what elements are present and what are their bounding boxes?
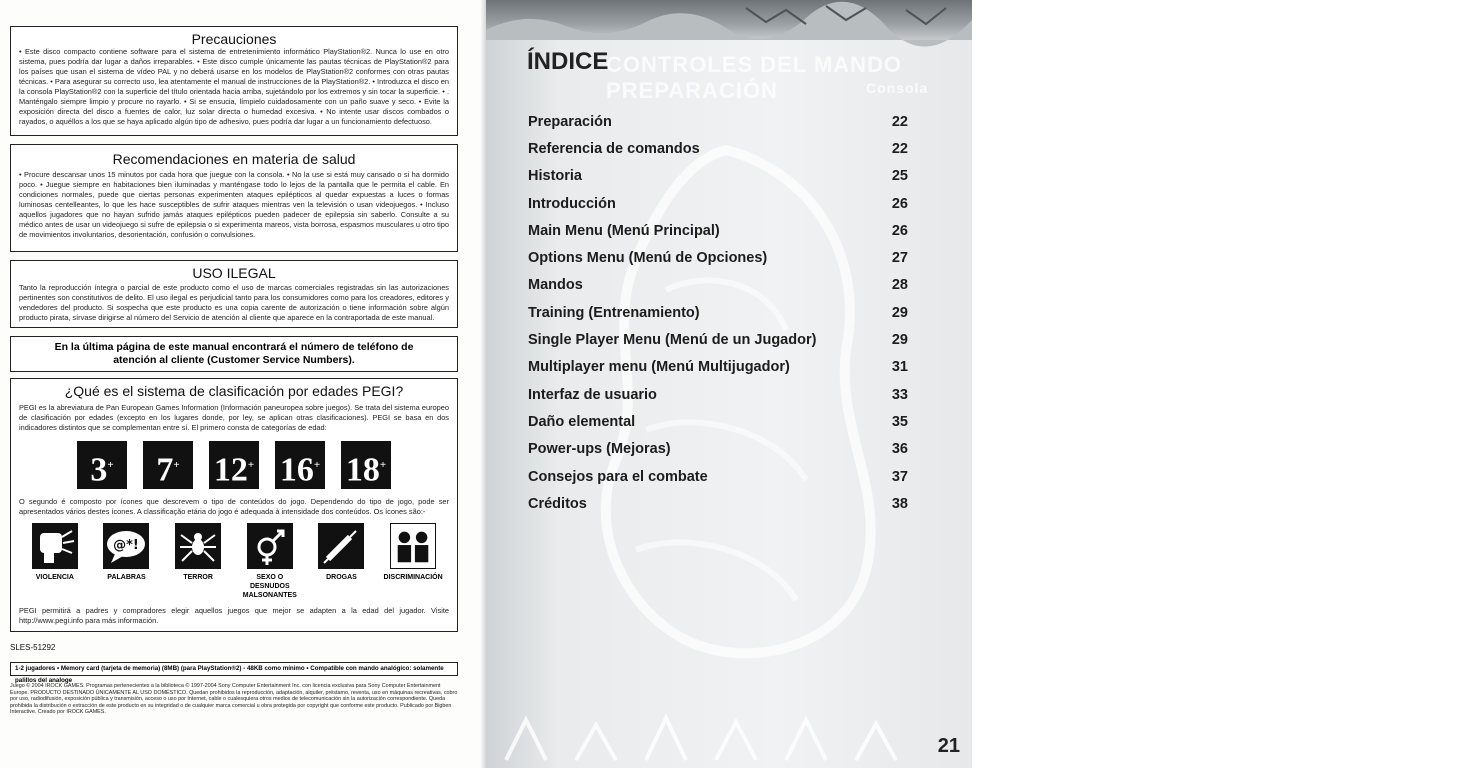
toc-entry-page: 25 (891, 168, 908, 185)
toc-entry (528, 108, 908, 135)
sex-symbol-icon (247, 523, 293, 569)
pegi-age-3-icon: 3+ (77, 441, 127, 489)
drugs-descriptor (310, 523, 372, 600)
toc-entry-title: Multiplayer menu (Menú Multijugador) (528, 359, 790, 376)
toc-entry (528, 326, 908, 353)
illegal-use-title: USO ILEGAL (192, 265, 276, 281)
toc-entry-title: Consejos para el combate (528, 468, 708, 485)
customer-service-note (10, 336, 458, 372)
pegi-age-ratings (19, 441, 449, 489)
illegal-use-text: Tanto la reproducción íntegra o parcial de este producto como el uso de marcas comerciales registradas sin las autorizaciones pertinentes son constitutivos de delito. El uso ilegal es perjudicial tanto para los consumidores como para los creadores, editores y vendedores del producto. Si sospecha que este producto es una copia carente de autorización o tiene información sobre algún producto pirata, sírvase dirigirse al número del Servicio de atención al cliente que aparece en la contraportada de este manual. (19, 283, 449, 322)
toc-entry (528, 408, 908, 435)
toc-entry (528, 217, 908, 244)
toc-entry-page: 22 (891, 140, 908, 157)
health-text: • Procure descansar unos 15 minutos por cada hora que juegue con la consola. • No la use si está muy cansado o si ha dormido poco. • Juegue siempre en habitaciones bien iluminadas y manténgase todo lo lejos de la pantalla que le permita el cable. En condiciones normales, puede que ciertas personas experimenten ataques epilépticos al quedar expuestas a luces o formas luminosas centelleantes, lo que les hace susceptibles de sufrir ataques mientras ven la televisión o usan videojuegos. • Incluso aquellos jugadores que no hayan sufrido jamás ataques epilépticos pueden padecer de epilepsia sin saberlo. Consulte a su médico antes de usar un videojuego si sufre de epilepsia o si experimenta mareos, vista borrosa, espasmos musculares u otro tipo de movimientos involuntarios, desorientación, confusión o convulsiones. (19, 170, 449, 239)
watermark-subheading: Consola (866, 80, 929, 96)
violence-fist-icon (32, 523, 78, 569)
toc-entry-page: 33 (891, 386, 908, 403)
toc-entry (528, 135, 908, 162)
discrimination-icon (390, 523, 436, 569)
toc-entry (528, 244, 908, 271)
toc-entry (528, 190, 908, 217)
health-section (10, 144, 458, 252)
toc-entry-title: Introducción (528, 195, 616, 212)
svg-text:@*!: @*! (113, 538, 140, 553)
sex-descriptor (239, 523, 301, 600)
toc-entry-title: Training (Entrenamiento) (528, 304, 700, 321)
health-title: Recomendaciones en materia de salud (112, 151, 356, 167)
toc-entry-title: Interfaz de usuario (528, 386, 657, 403)
game-requirements: 1-2 jugadores • Memory card (tarjeta de memoria) (8MB) (para PlayStation®2) - 48KB como mínimo • Compatible con mando analógico: solamente palillos del analoge (10, 662, 458, 676)
pegi-age-12-icon: 12+ (209, 441, 259, 489)
bad-language-icon (103, 523, 149, 569)
toc-entry-page: 36 (891, 441, 908, 458)
fear-label: TERROR (183, 574, 213, 581)
precautions-title: Precauciones (191, 31, 277, 47)
toc-entry (528, 490, 908, 517)
pegi-section (10, 378, 458, 632)
left-page (0, 0, 486, 768)
toc-entry-page: 38 (891, 495, 908, 512)
sex-label: SEXO O DESNUDOS MALSONANTES (242, 574, 297, 599)
toc-entry-title: Power-ups (Mejoras) (528, 441, 671, 458)
page-number: 21 (937, 735, 960, 757)
pegi-age-16-icon: 16+ (275, 441, 325, 489)
pegi-age-18-icon: 18+ (341, 441, 391, 489)
bad-language-label: PALABRAS (107, 574, 146, 581)
toc-entry-page: 37 (891, 468, 908, 485)
drugs-syringe-icon (318, 523, 364, 569)
pegi-outro: PEGI permitirá a padres y compradores elegir aquellos juegos que mejor se adapten a la edad del jugador. Visite http://www.pegi.info para más información. (19, 606, 449, 625)
product-code: SLES-51292 (10, 643, 56, 652)
toc-entry (528, 436, 908, 463)
toc-entry-title: Mandos (528, 277, 583, 294)
pegi-age-7-icon: 7+ (143, 441, 193, 489)
violence-descriptor (24, 523, 86, 600)
toc-entry-title: Referencia de comandos (528, 140, 700, 157)
toc-entry-page: 26 (891, 222, 908, 239)
illegal-use-section (10, 260, 458, 328)
legal-notice: Juego © 2004 IROCK GAMES. Programas pertenecientes a la biblioteca © 1997-2004 Sony Computer Entertainment Inc. con licencia exclusiva para Sony Computer Entertainment Europe. PRODUCTO DESTINADO ÚNICAMENTE AL USO DOMÉSTICO. Quedan prohibidos la reproducción, adaptación, alquiler, préstamo, reventa, uso en máquinas recreativas, cobro por uso, radiodifusión, exposición pública y transmisión, acceso o uso por Internet, cable o cualesquiera otros medios de telecomunicación sin la autorización correspondiente. Queda prohibida la distribución o extracción de este producto en su integridad o de cualquier marca comercial u obra protegida por copyright que conforme este producto. Publicado por Bigben Interactive. Creado por IROCK GAMES. (10, 683, 458, 716)
toc-entry-title: Single Player Menu (Menú de un Jugador) (528, 332, 817, 349)
toc-entry (528, 354, 908, 381)
toc-entry (528, 381, 908, 408)
pegi-title: ¿Qué es el sistema de clasificación por edades PEGI? (64, 383, 404, 399)
pegi-second-indicator: O segundo é composto por ícones que descrevem o tipo de conteúdos do jogo. Dependendo do tipo de jogo, pode ser apresentados vários destes ícones. A classificação etária do jogo é adequada à intensidade dos conteúdos. Os ícones são:- (19, 497, 449, 516)
fear-descriptor (167, 523, 229, 600)
toc-entry-title: Options Menu (Menú de Opciones) (528, 250, 768, 267)
precautions-section (10, 26, 458, 136)
toc-entry (528, 272, 908, 299)
toc-entry-page: 22 (891, 113, 908, 130)
decorative-top-band (486, 0, 972, 40)
toc-entry-page: 28 (891, 277, 908, 294)
drugs-label: DROGAS (326, 574, 357, 581)
toc-entry-page: 35 (891, 413, 908, 430)
watermark-heading: CONTROLES DEL MANDO PREPARACIÓN (606, 52, 903, 103)
customer-service-line2: atención al cliente (Customer Service Numbers). (113, 354, 355, 366)
pegi-intro: PEGI es la abreviatura de Pan European Games Information (Información paneuropea sobre juegos). Se trata del sistema europeo de clasificación por edades (excepto en los lugares donde, por ley, se aplican otras clasificaciones). PEGI se basa en dos indicadores distintos que se complementan entre sí. El primero consta de categorías de edad: (19, 403, 449, 432)
bad-language-descriptor (95, 523, 157, 600)
discrimination-label: DISCRIMINACIÓN (383, 574, 443, 581)
customer-service-line1: En la última página de este manual encontrará el número de teléfono de (54, 341, 414, 353)
discrimination-descriptor (382, 523, 444, 600)
toc-entry (528, 299, 908, 326)
toc-entry (528, 163, 908, 190)
precautions-text: • Este disco compacto contiene software para el sistema de entretenimiento informático PlayStation®2. Nunca lo use en otro sistema, pues podría dar lugar a daños irreparables. • Este disco cumple únicamente las pautas técnicas de PlayStation®2 para los países que usan el sistema de vídeo PAL y no deberá usarse en los modelos de PlayStation®2 conformes con otras pautas técnicas. • Para asegurar su correcto uso, lea atentamente el manual de instrucciones de la PlayStation®2. • Introduzca el disco en la consola PlayStation®2 con la superficie del título orientada hacia arriba, sujetándolo por los extremos y sin tocar la superficie. • . Manténgalo siempre limpio y procure no rayarlo. • Si se ensucia, límpielo cuidadosamente con un paño suave y seco. • Evite la exposición directa del disco a fuentes de calor, luz solar directa o humedad excesiva. • No intente usar discos combados o rayados, o aquéllos a los que se haya aplicado algún tipo de adhesivo, pues podría dar lugar a un funcionamiento defectuoso. (19, 47, 449, 126)
toc-entry-page: 29 (891, 332, 908, 349)
toc-entry-page: 26 (891, 195, 908, 212)
table-of-contents (528, 108, 908, 517)
side-country-label: SPAIN (1430, 66, 1452, 136)
index-heading: ÍNDICE (527, 48, 609, 75)
toc-entry-title: Historia (528, 168, 582, 185)
toc-entry-page: 29 (891, 304, 908, 321)
decorative-bottom-figures (486, 700, 972, 768)
toc-entry-title: Daño elemental (528, 413, 636, 430)
toc-entry-page: 31 (891, 359, 908, 376)
toc-entry (528, 463, 908, 490)
violence-label: VIOLENCIA (35, 574, 74, 581)
toc-entry-page: 27 (891, 250, 908, 267)
pegi-descriptor-icons (19, 523, 449, 600)
toc-entry-title: Preparación (528, 113, 612, 130)
toc-entry-title: Créditos (528, 495, 587, 512)
toc-entry-title: Main Menu (Menú Principal) (528, 222, 720, 239)
fear-spider-icon (175, 523, 221, 569)
